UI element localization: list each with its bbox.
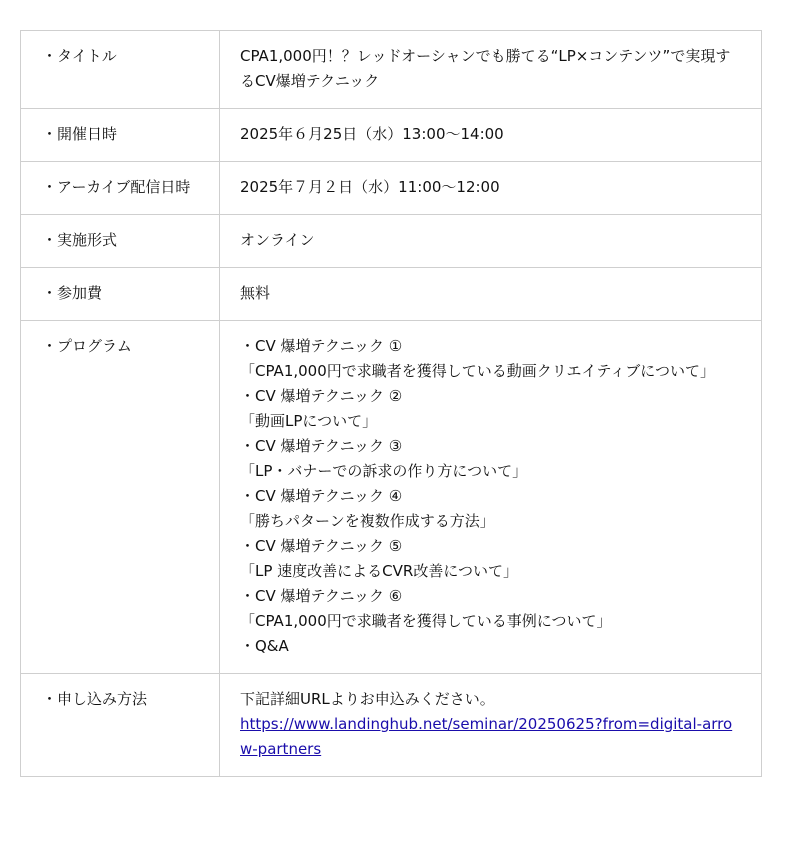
program-line: ・CV 爆増テクニック ③: [240, 437, 403, 455]
program-line: ・CV 爆増テクニック ①: [240, 337, 403, 355]
archive-datetime-value: 2025年７月２日（水）11:00〜12:00: [220, 162, 762, 215]
table-row-datetime: [21, 109, 762, 162]
archive-datetime-label: ・アーカイブ配信日時: [21, 162, 220, 215]
datetime-label: ・開催日時: [21, 109, 220, 162]
table-row-archive-datetime: [21, 162, 762, 215]
program-line: ・CV 爆増テクニック ⑥: [240, 587, 403, 605]
seminar-url-link[interactable]: https://www.landinghub.net/seminar/20250625?from=digital-arrow-partners: [240, 715, 733, 758]
fee-value: 無料: [220, 268, 762, 321]
program-label: ・プログラム: [21, 321, 220, 674]
program-value: [220, 321, 762, 674]
program-line: 「LP 速度改善によるCVR改善について」: [240, 562, 519, 580]
format-value: オンライン: [220, 215, 762, 268]
table-row-application: [21, 674, 762, 777]
seminar-info-table: [20, 30, 762, 777]
program-line: 「LP・バナーでの訴求の作り方について」: [240, 462, 528, 480]
application-value: [220, 674, 762, 777]
program-line: ・CV 爆増テクニック ④: [240, 487, 403, 505]
title-value: CPA1,000円！？レッドオーシャンでも勝てる“LP×コンテンツ”で実現するCV爆増テクニック: [220, 31, 762, 109]
title-label: ・タイトル: [21, 31, 220, 109]
program-line: ・CV 爆増テクニック ②: [240, 387, 403, 405]
program-line: ・Q&A: [240, 637, 289, 655]
format-label: ・実施形式: [21, 215, 220, 268]
fee-label: ・参加費: [21, 268, 220, 321]
table-row-title: [21, 31, 762, 109]
program-line: 「勝ちパターンを複数作成する方法」: [240, 512, 495, 530]
application-instruction: 下記詳細URLよりお申込みください。: [240, 690, 495, 708]
program-line: 「CPA1,000円で求職者を獲得している事例について」: [240, 612, 612, 630]
application-label: ・申し込み方法: [21, 674, 220, 777]
table-row-fee: [21, 268, 762, 321]
program-line: ・CV 爆増テクニック ⑤: [240, 537, 403, 555]
table-row-format: [21, 215, 762, 268]
table-row-program: [21, 321, 762, 674]
program-line: 「CPA1,000円で求職者を獲得している動画クリエイティブについて」: [240, 362, 715, 380]
program-line: 「動画LPについて」: [240, 412, 378, 430]
datetime-value: 2025年６月25日（水）13:00〜14:00: [220, 109, 762, 162]
